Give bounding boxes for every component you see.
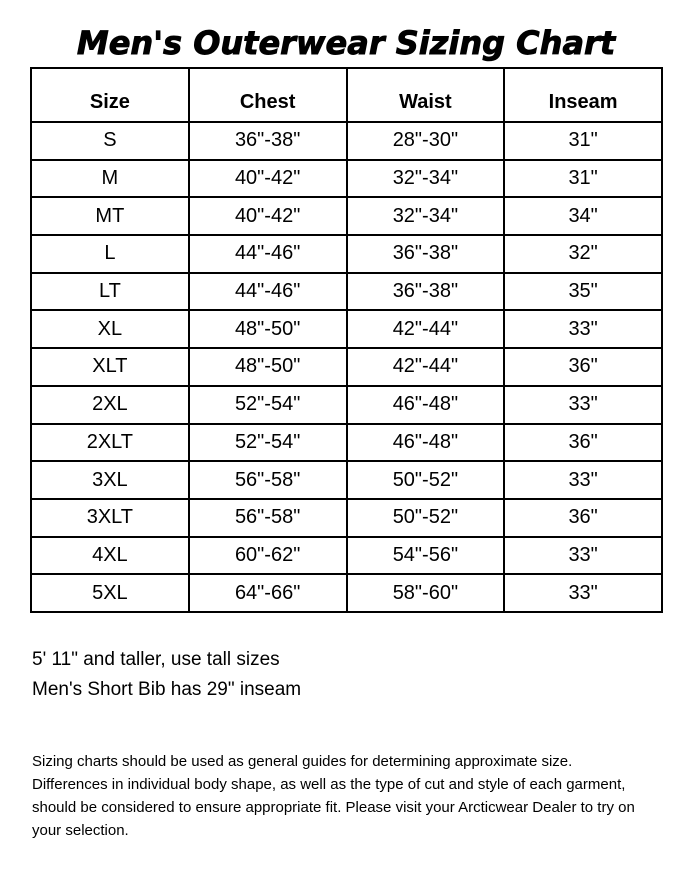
- table-cell: 56"-58": [189, 461, 347, 499]
- table-row: [31, 499, 662, 537]
- table-cell: 32": [504, 235, 662, 273]
- table-row: [31, 461, 662, 499]
- table-cell: 42"-44": [347, 348, 505, 386]
- table-cell: 35": [504, 273, 662, 311]
- column-header: Size: [31, 68, 189, 122]
- sizing-chart-page: [0, 25, 692, 871]
- column-header: Chest: [189, 68, 347, 122]
- table-row: [31, 424, 662, 462]
- header-row: [31, 68, 662, 122]
- table-row: [31, 235, 662, 273]
- column-header: Waist: [347, 68, 505, 122]
- table-cell: 64"-66": [189, 574, 347, 612]
- column-header: Inseam: [504, 68, 662, 122]
- table-cell: 40"-42": [189, 160, 347, 198]
- table-cell: 42"-44": [347, 310, 505, 348]
- table-cell: XLT: [31, 348, 189, 386]
- table-cell: 52"-54": [189, 424, 347, 462]
- table-cell: 54"-56": [347, 537, 505, 575]
- table-cell: LT: [31, 273, 189, 311]
- disclaimer-line: your selection.: [32, 821, 129, 839]
- table-cell: 52"-54": [189, 386, 347, 424]
- table-cell: 2XL: [31, 386, 189, 424]
- table-cell: 36"-38": [347, 273, 505, 311]
- table-cell: 50"-52": [347, 499, 505, 537]
- disclaimer-line: should be considered to ensure appropriate fit. Please visit your Arcticwear Dealer to try on: [32, 798, 635, 816]
- disclaimer-line: Sizing charts should be used as general guides for determining approximate size.: [32, 752, 573, 770]
- table-cell: 33": [504, 386, 662, 424]
- note-short-bib: Men's Short Bib has 29" inseam: [32, 678, 302, 700]
- table-row: [31, 273, 662, 311]
- table-row: [31, 348, 662, 386]
- table-cell: 46"-48": [347, 424, 505, 462]
- table-cell: 50"-52": [347, 461, 505, 499]
- note-tall-sizes: 5' 11" and taller, use tall sizes: [32, 648, 280, 670]
- sizing-table-body: [31, 122, 662, 612]
- table-cell: 32"-34": [347, 160, 505, 198]
- table-cell: 36": [504, 499, 662, 537]
- table-cell: 58"-60": [347, 574, 505, 612]
- table-cell: 34": [504, 197, 662, 235]
- table-cell: XL: [31, 310, 189, 348]
- table-row: [31, 537, 662, 575]
- notes-section: [32, 649, 692, 701]
- table-cell: S: [31, 122, 189, 160]
- table-cell: 33": [504, 574, 662, 612]
- sizing-table: [30, 67, 663, 613]
- table-cell: 4XL: [31, 537, 189, 575]
- table-cell: 48"-50": [189, 348, 347, 386]
- table-cell: L: [31, 235, 189, 273]
- table-cell: 36": [504, 424, 662, 462]
- table-row: [31, 386, 662, 424]
- table-row: [31, 574, 662, 612]
- table-cell: 44"-46": [189, 235, 347, 273]
- table-row: [31, 197, 662, 235]
- table-cell: 44"-46": [189, 273, 347, 311]
- table-cell: 33": [504, 310, 662, 348]
- table-cell: 36"-38": [189, 122, 347, 160]
- table-cell: 28"-30": [347, 122, 505, 160]
- table-cell: 36"-38": [347, 235, 505, 273]
- table-row: [31, 160, 662, 198]
- table-cell: 56"-58": [189, 499, 347, 537]
- table-cell: 3XLT: [31, 499, 189, 537]
- table-cell: 31": [504, 122, 662, 160]
- page-title: Men's Outerwear Sizing Chart: [76, 24, 616, 62]
- table-cell: 36": [504, 348, 662, 386]
- table-cell: M: [31, 160, 189, 198]
- table-cell: 46"-48": [347, 386, 505, 424]
- table-cell: MT: [31, 197, 189, 235]
- table-cell: 33": [504, 461, 662, 499]
- table-cell: 5XL: [31, 574, 189, 612]
- table-cell: 32"-34": [347, 197, 505, 235]
- table-row: [31, 310, 662, 348]
- table-cell: 40"-42": [189, 197, 347, 235]
- table-cell: 33": [504, 537, 662, 575]
- disclaimer-section: [32, 750, 692, 842]
- sizing-table-header: [31, 68, 662, 122]
- table-cell: 48"-50": [189, 310, 347, 348]
- disclaimer-line: Differences in individual body shape, as well as the type of cut and style of each garment,: [32, 775, 626, 793]
- table-cell: 60"-62": [189, 537, 347, 575]
- table-cell: 31": [504, 160, 662, 198]
- table-row: [31, 122, 662, 160]
- table-cell: 2XLT: [31, 424, 189, 462]
- table-cell: 3XL: [31, 461, 189, 499]
